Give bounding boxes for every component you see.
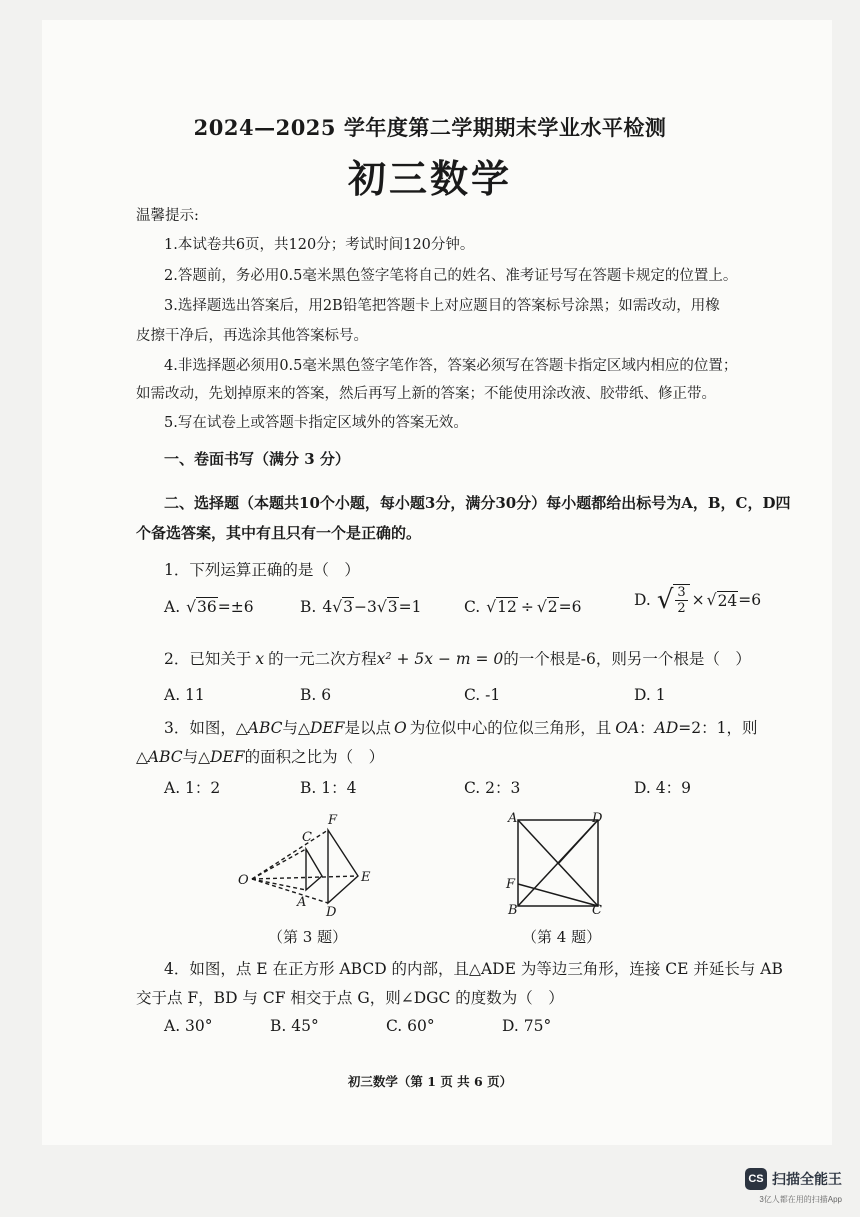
dashed-line-od — [252, 879, 328, 903]
page-footer: 初三数学（第 1 页 共 6 页） — [347, 1074, 513, 1089]
triangle-abc: ABC — [247, 719, 283, 737]
q4-option-d: D. 75° — [502, 1017, 552, 1035]
q3-option-a: A. 1：2 — [164, 779, 221, 797]
brand-tagline: 3亿人都在用的扫描App — [759, 1195, 842, 1204]
point-o: O — [393, 719, 407, 737]
radical-sign-icon: √ — [656, 585, 674, 615]
variable-x: x — [255, 650, 265, 668]
triangle-def-shape — [328, 830, 358, 903]
figure-4-diagram — [500, 808, 620, 920]
radical-sign-icon: √ — [376, 597, 387, 616]
figure-4-caption: （第 4 题） — [522, 928, 602, 946]
q1-option-d — [634, 584, 761, 616]
label-c: C — [302, 830, 312, 845]
exam-header-title: 2024—2025 学年度第二学期期末学业水平检测 — [193, 115, 667, 140]
option-label: A. — [164, 597, 181, 616]
section-2-title-cont: 个备选答案，其中有且只有一个是正确的。 — [136, 524, 422, 542]
tip-item-1: 1.本试卷共6页，共120分；考试时间120分钟。 — [164, 237, 475, 253]
segment-cf — [518, 884, 598, 906]
radicand: 2 — [547, 598, 558, 616]
q3-text: 与△ — [282, 719, 310, 737]
q3-text: ： — [639, 719, 655, 737]
q3-option-d: D. 4：9 — [634, 779, 691, 797]
q2-stem — [164, 647, 751, 669]
figure-3-caption: （第 3 题） — [268, 928, 348, 946]
q3-stem-line2 — [136, 745, 384, 767]
segment-oa: OA — [615, 719, 640, 737]
section-1-title: 一、卷面书写（满分 3 分） — [164, 450, 350, 468]
q3-option-c: C. 2：3 — [464, 779, 521, 797]
radical-sign-icon: √ — [536, 597, 547, 616]
tip-item-4-cont: 如需改动，先划掉原来的答案，然后再写上新的答案；不能使用涂改液、胶带纸、修正带。 — [136, 386, 716, 402]
q2-option-d: D. 1 — [634, 686, 666, 704]
tip-item-4: 4.非选择题必须用0.5毫米黑色签字笔作答，答案必须写在答题卡指定区域内相应的位置； — [164, 358, 738, 374]
option-label: D. — [634, 591, 651, 609]
q2-stem-part: 的一元二次方程 — [268, 650, 377, 668]
radical-sign-icon: √ — [486, 597, 497, 616]
camscanner-logo-icon: CS — [745, 1168, 767, 1190]
q3-option-b: B. 1：4 — [300, 779, 357, 797]
q2-stem-part: 2．已知关于 — [164, 650, 252, 668]
q3-text: 3．如图，△ — [164, 719, 248, 737]
label-e: E — [361, 870, 371, 885]
segment-ad: AD — [654, 719, 679, 737]
radical-sign-icon: √ — [706, 591, 717, 609]
fraction — [673, 584, 689, 616]
scanner-watermark — [745, 1168, 842, 1190]
radicand: 36 — [197, 598, 217, 616]
q3-text: 是以点 — [344, 719, 391, 737]
expression-rest: =±6 — [217, 597, 254, 616]
option-label: B. — [300, 597, 317, 616]
subject-title: 初三数学 — [347, 156, 512, 201]
q4-stem-line1: 4．如图，点 E 在正方形 ABCD 的内部，且△ADE 为等边三角形，连接 CE 并延长与 AB — [164, 960, 783, 978]
brand-name: 扫描全能王 — [772, 1171, 842, 1187]
triangle-abc: ABC — [147, 748, 183, 766]
sqrt-expression — [186, 597, 218, 616]
label-f: F — [328, 813, 338, 828]
q2-stem-part: 的一个根是-6，则另一个根是（ ） — [503, 650, 751, 668]
q2-equation: x² + 5x − m = 0 — [376, 650, 504, 668]
figure-3-diagram — [230, 808, 390, 918]
radicand: 24 — [717, 591, 738, 610]
q4-stem-line2: 交于点 F，BD 与 CF 相交于点 G，则∠DGC 的度数为（ ） — [136, 989, 564, 1007]
q2-option-a: A. 11 — [164, 686, 205, 704]
q3-stem-line1 — [164, 716, 757, 738]
coefficient: 4 — [322, 597, 333, 616]
q2-option-b: B. 6 — [300, 686, 332, 704]
label-o: O — [238, 873, 249, 888]
tip-item-3-cont: 皮擦干净后，再选涂其他答案标号。 — [136, 328, 368, 344]
q4-option-c: C. 60° — [386, 1017, 435, 1035]
q3-text: 的面积之比为（ ） — [244, 748, 385, 766]
q4-option-b: B. 45° — [270, 1017, 319, 1035]
denominator: 2 — [677, 601, 686, 616]
q4-option-a: A. 30° — [164, 1017, 213, 1035]
tip-item-5: 5.写在试卷上或答题卡指定区域外的答案无效。 — [164, 415, 468, 431]
q2-option-c: C. -1 — [464, 686, 501, 704]
label-f: F — [506, 877, 516, 892]
segment-de — [558, 820, 598, 864]
triangle-def: DEF — [309, 719, 345, 737]
expression-rest: =6 — [558, 597, 582, 616]
radicand: 3 — [343, 598, 353, 616]
section-2-title: 二、选择题（本题共10个小题，每小题3分，满分30分）每小题都给出标号为A，B，C，D四 — [164, 494, 791, 512]
q3-text: =2：1，则 — [678, 719, 758, 737]
radical-sign-icon: √ — [186, 597, 197, 616]
operator: −3 — [353, 597, 377, 616]
radical-sign-icon: √ — [332, 597, 343, 616]
operator: × — [691, 591, 705, 609]
tip-item-3: 3.选择题选出答案后，用2B铅笔把答题卡上对应题目的答案标号涂黑；如需改动，用橡 — [164, 298, 720, 314]
label-a: A — [508, 811, 518, 826]
expression-rest: =1 — [398, 597, 422, 616]
q1-option-b — [300, 597, 421, 616]
q3-text: △ — [136, 748, 148, 766]
q1-option-a — [164, 597, 254, 616]
dashed-line-of — [252, 830, 328, 879]
label-b: B — [508, 903, 518, 918]
q3-text: 为位似中心的位似三角形，且 — [409, 719, 612, 737]
operator: ÷ — [520, 597, 534, 616]
numerator: 3 — [677, 585, 686, 600]
option-label: C. — [464, 597, 481, 616]
q3-text: 与△ — [182, 748, 211, 766]
radicand: 12 — [497, 598, 517, 616]
triangle-abc-shape — [306, 849, 322, 890]
q1-stem: 1．下列运算正确的是（ ） — [164, 561, 360, 579]
tip-item-2: 2.答题前，务必用0.5毫米黑色签字笔将自己的姓名、准考证号写在答题卡规定的位置上。 — [164, 268, 738, 284]
label-c: C — [592, 903, 602, 918]
tips-title: 温馨提示: — [136, 208, 199, 224]
expression-rest: =6 — [738, 591, 762, 609]
label-d: D — [326, 905, 337, 918]
label-a: A — [297, 895, 307, 910]
label-d: D — [592, 811, 603, 826]
triangle-def: DEF — [210, 748, 245, 766]
dashed-line-oa — [252, 879, 306, 890]
dashed-line-oe — [252, 876, 358, 879]
radicand: 3 — [387, 598, 398, 616]
q1-option-c — [464, 597, 581, 616]
